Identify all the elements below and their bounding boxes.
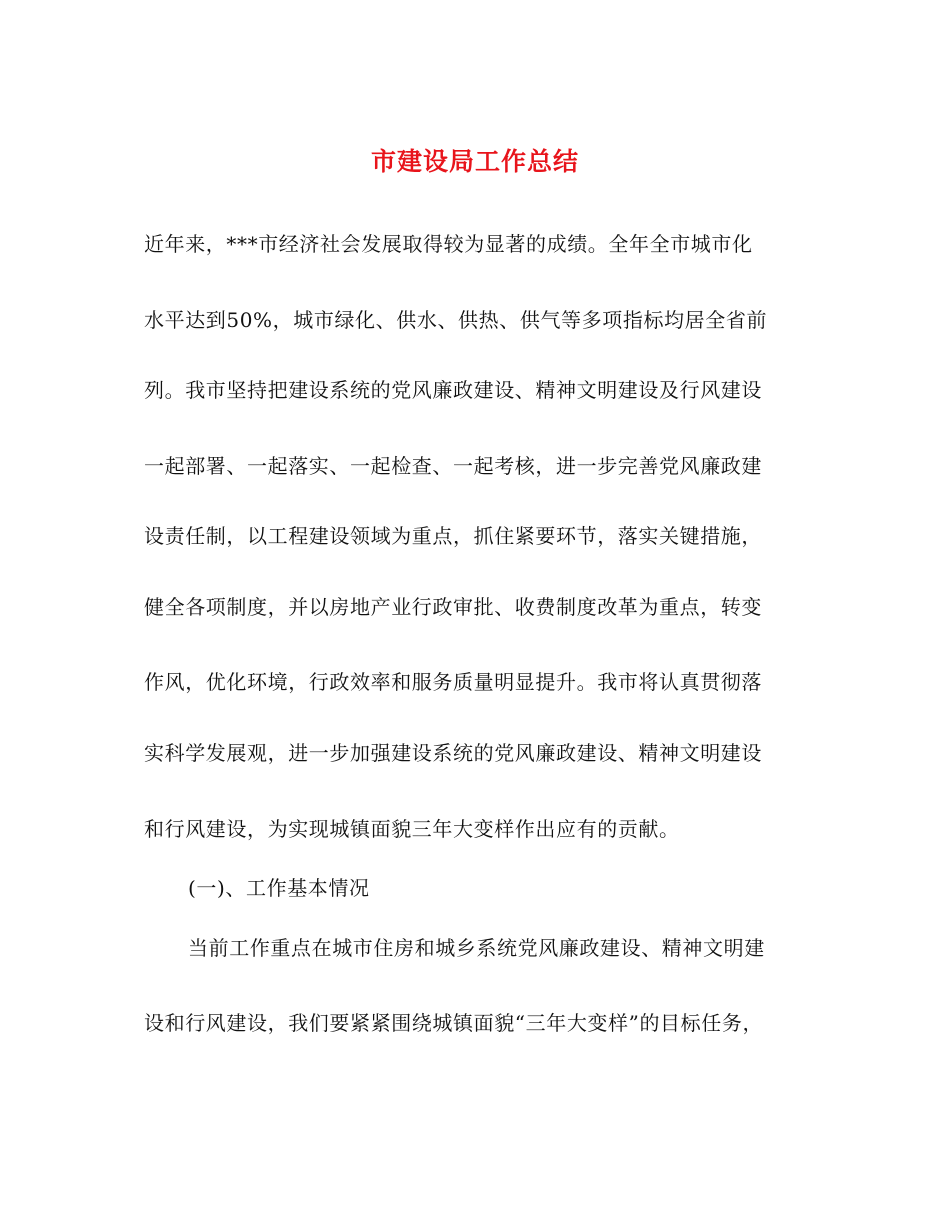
paragraph-line: 作风，优化环境，行政效率和服务质量明显提升。我市将认真贯彻落 bbox=[144, 670, 762, 694]
document-title: 市建设局工作总结 bbox=[370, 147, 579, 176]
paragraph-line: 一起部署、一起落实、一起检查、一起考核，进一步完善党风廉政建 bbox=[144, 454, 762, 478]
paragraph-line: 设和行风建设，我们要紧紧围绕城镇面貌“三年大变样”的目标任务， bbox=[144, 1011, 764, 1035]
paragraph-line: 设责任制，以工程建设领域为重点，抓住紧要环节，落实关键措施， bbox=[144, 524, 762, 548]
paragraph-line: 水平达到50%，城市绿化、供水、供热、供气等多项指标均居全省前 bbox=[144, 308, 768, 332]
section-heading: (一)、工作基本情况 bbox=[188, 876, 370, 900]
paragraph-line: 当前工作重点在城市住房和城乡系统党风廉政建设、精神文明建 bbox=[188, 936, 765, 960]
paragraph-line: 和行风建设，为实现城镇面貌三年大变样作出应有的贡献。 bbox=[144, 817, 680, 841]
paragraph-line: 健全各项制度，并以房地产业行政审批、收费制度改革为重点，转变 bbox=[144, 595, 762, 619]
paragraph-line: 近年来，***市经济社会发展取得较为显著的成绩。全年全市城市化 bbox=[144, 232, 753, 256]
paragraph-line: 实科学发展观，进一步加强建设系统的党风廉政建设、精神文明建设 bbox=[144, 741, 762, 765]
paragraph-line: 列。我市坚持把建设系统的党风廉政建设、精神文明建设及行风建设 bbox=[144, 378, 762, 402]
